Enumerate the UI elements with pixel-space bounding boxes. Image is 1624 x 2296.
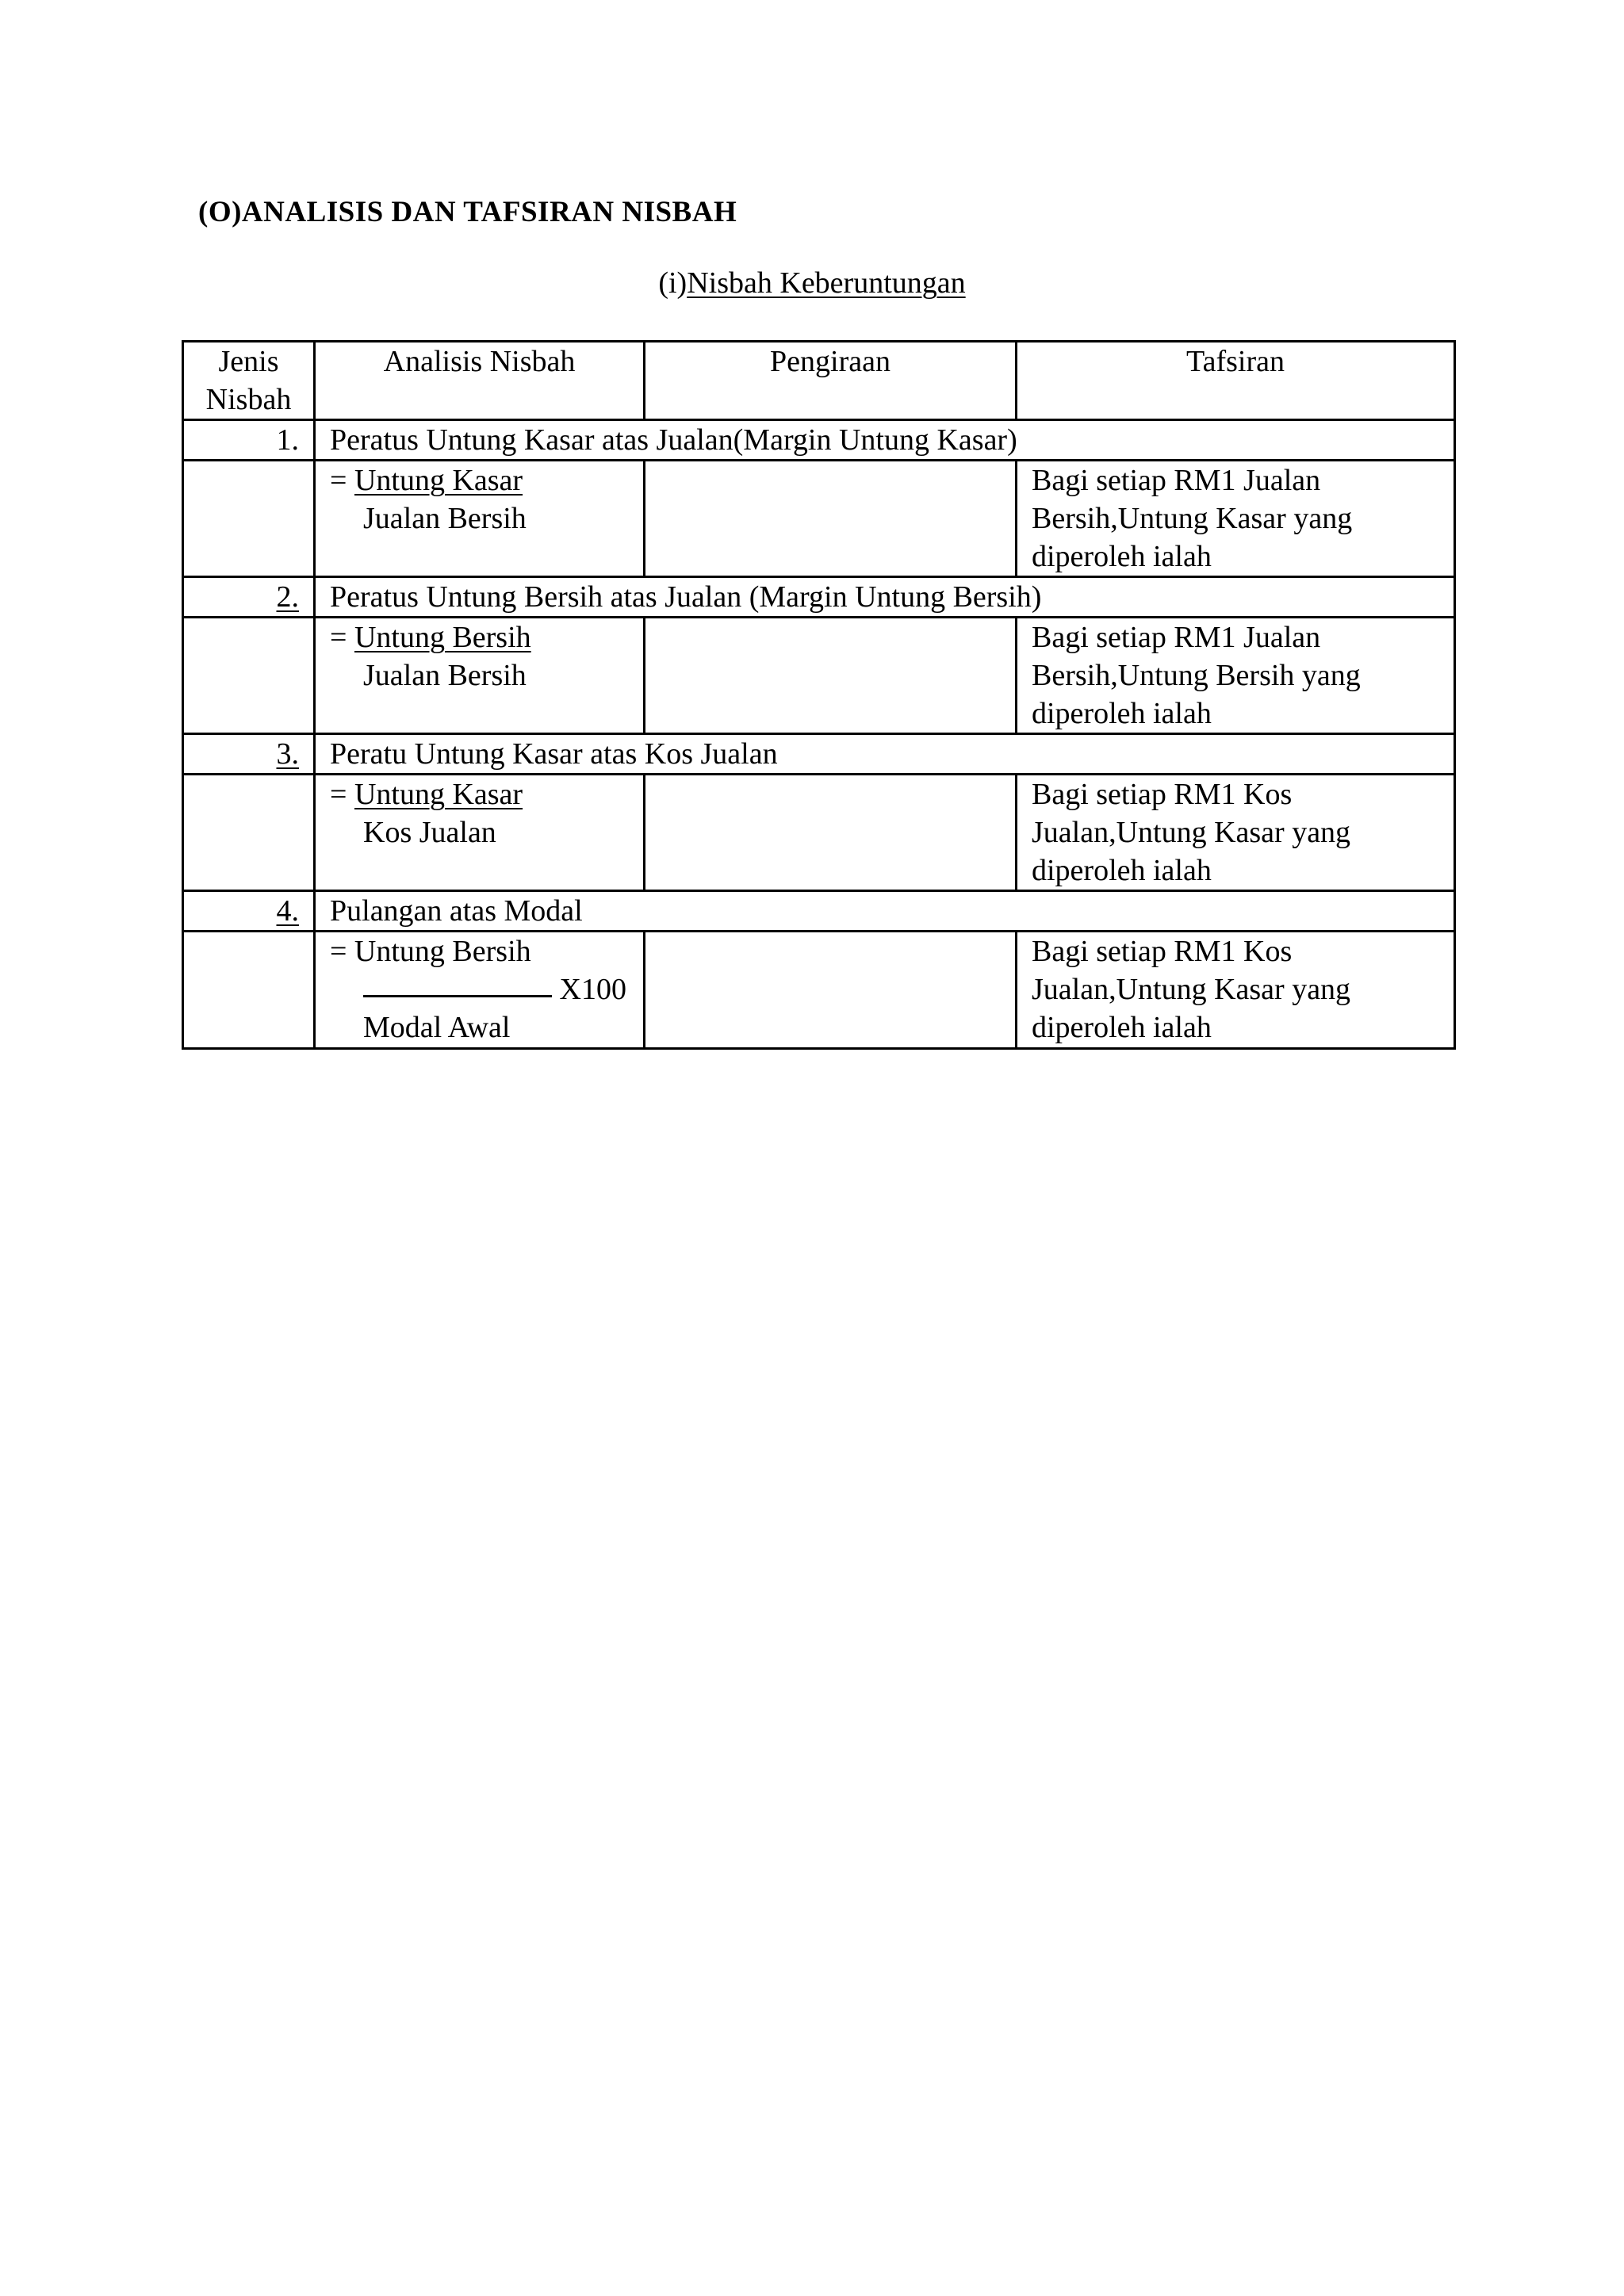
table-row (183, 891, 1455, 932)
row-number: 1. (183, 420, 315, 461)
pengiraan-cell (645, 775, 1017, 891)
header-tafsiran: Tafsiran (1017, 342, 1455, 420)
formula-numerator: Untung Kasar (354, 778, 523, 811)
table-row (183, 577, 1455, 618)
table-row (183, 420, 1455, 461)
empty-cell (183, 461, 315, 577)
header-jenis-line2: Nisbah (205, 383, 292, 416)
tafsiran-cell: Bagi setiap RM1 Kos Jualan,Untung Kasar yang diperoleh ialah (1017, 775, 1455, 891)
subheading-title: Nisbah Keberuntungan (687, 266, 966, 300)
formula-numerator: Untung Bersih (354, 621, 531, 654)
row-title: Peratus Untung Bersih atas Jualan (Margin Untung Bersih) (315, 577, 1455, 618)
header-jenis-nisbah (183, 342, 315, 420)
formula-denominator: Jualan Bersih (363, 502, 527, 535)
header-jenis-line1: Jenis (218, 345, 279, 378)
section-subheading (0, 266, 1624, 300)
table-row (183, 775, 1455, 891)
formula-cell (315, 618, 645, 734)
row-number: 3. (183, 734, 315, 775)
table-row (183, 734, 1455, 775)
row-title: Peratus Untung Kasar atas Jualan(Margin Untung Kasar) (315, 420, 1455, 461)
formula-prefix: = (330, 621, 354, 654)
formula-cell (315, 775, 645, 891)
row-title: Peratu Untung Kasar atas Kos Jualan (315, 734, 1455, 775)
formula-numerator: Untung Kasar (354, 464, 523, 497)
pengiraan-cell (645, 932, 1017, 1049)
table-row (183, 932, 1455, 1049)
subheading-prefix: (i) (658, 266, 688, 300)
empty-cell (183, 618, 315, 734)
row-title: Pulangan atas Modal (315, 891, 1455, 932)
formula-prefix: = Untung Bersih (330, 935, 531, 968)
formula-prefix: = (330, 464, 354, 497)
empty-cell (183, 932, 315, 1049)
formula-prefix: = (330, 778, 354, 811)
tafsiran-cell: Bagi setiap RM1 Jualan Bersih,Untung Bersih yang diperoleh ialah (1017, 618, 1455, 734)
formula-multiplier: X100 (559, 973, 626, 1006)
document-heading: (O)ANALISIS DAN TAFSIRAN NISBAH (198, 196, 737, 228)
fraction-line (363, 971, 552, 997)
header-pengiraan: Pengiraan (645, 342, 1017, 420)
formula-denominator: Jualan Bersih (363, 659, 527, 692)
table-header-row (183, 342, 1455, 420)
tafsiran-cell: Bagi setiap RM1 Kos Jualan,Untung Kasar yang diperoleh ialah (1017, 932, 1455, 1049)
row-number: 4. (183, 891, 315, 932)
formula-cell (315, 461, 645, 577)
pengiraan-cell (645, 618, 1017, 734)
formula-denominator: Kos Jualan (363, 816, 496, 849)
table-row (183, 618, 1455, 734)
row-number: 2. (183, 577, 315, 618)
header-analisis-nisbah: Analisis Nisbah (315, 342, 645, 420)
empty-cell (183, 775, 315, 891)
formula-denominator: Modal Awal (363, 1011, 511, 1044)
ratio-table (182, 340, 1456, 1050)
table-row (183, 461, 1455, 577)
tafsiran-cell: Bagi setiap RM1 Jualan Bersih,Untung Kasar yang diperoleh ialah (1017, 461, 1455, 577)
pengiraan-cell (645, 461, 1017, 577)
formula-cell (315, 932, 645, 1049)
